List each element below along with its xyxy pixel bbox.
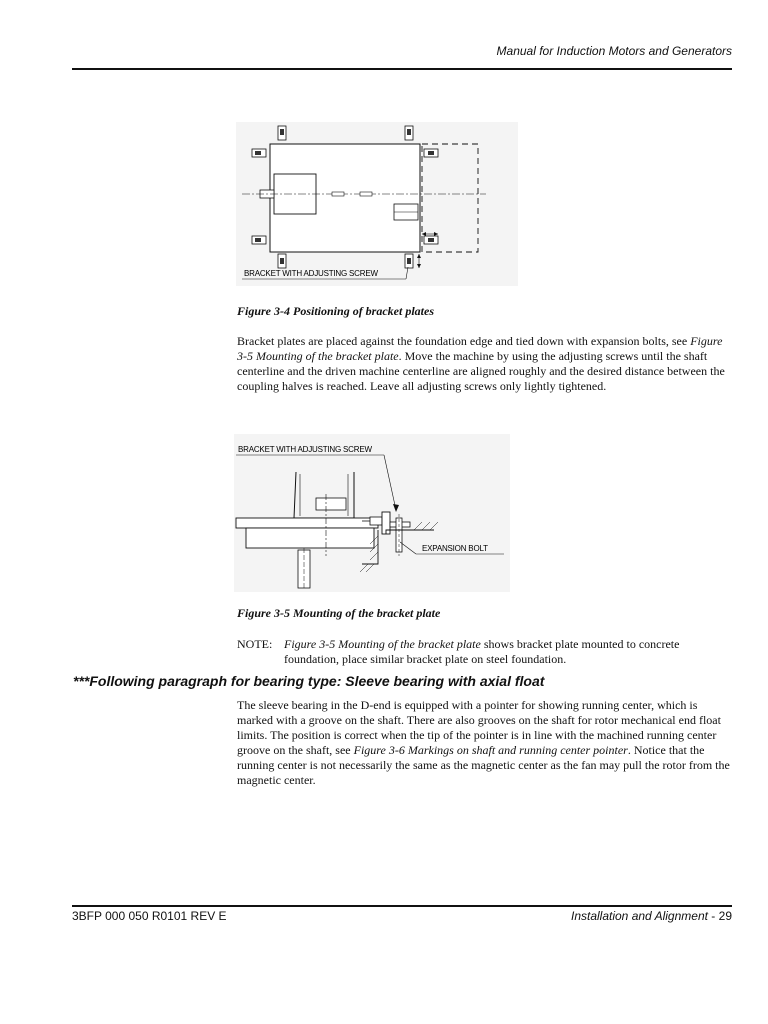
running-header: Manual for Induction Motors and Generators [496, 44, 732, 58]
header-rule [72, 68, 732, 70]
figure-3-4-drawing [236, 122, 518, 286]
note-body: shows bracket plate mounted to concrete foundation, place similar bracket plate on steel foundation. [284, 637, 680, 666]
figure-3-5-drawing [234, 434, 510, 592]
figure-3-5-label-bolt: EXPANSION BOLT [422, 544, 488, 553]
footer-rule [72, 905, 732, 907]
paragraph-text: Bracket plates are placed against the foundation edge and tied down with expansion bolts, see [237, 334, 691, 348]
note-label: NOTE: [237, 637, 273, 651]
note-text [284, 637, 730, 667]
figure-3-4-caption: Figure 3-4 Positioning of bracket plates [237, 304, 435, 318]
figure-reference-link[interactable]: Figure 3-5 Mounting of the bracket plate [237, 334, 723, 363]
paragraph-text: The sleeve bearing in the D-end is equipped with a pointer for showing running center, which is marked with a groove on the shaft. There are also grooves on the shaft for rotor mechanical end float limits. The position is correct when the tip of the pointer is in line with the machined running center groove on the shaft, see [237, 698, 721, 757]
paragraph-text: . Notice that the running center is not necessarily the same as the magnetic center as the fan may pull the rotor from the magnetic center. [237, 743, 730, 787]
paragraph-text: . Move the machine by using the adjusting screws until the shaft centerline and the driven machine centerline are aligned roughly and the desired distance between the coupling halves is reached. Leave all adjusting screws only lightly tightened. [237, 349, 725, 393]
footer-section-name: Installation and Alignment [570, 909, 708, 923]
section-heading: ***Following paragraph for bearing type: Sleeve bearing with axial float [73, 673, 545, 689]
footer-page-info [571, 909, 732, 923]
figure-reference-link[interactable]: Figure 3-6 Markings on shaft and running center pointer [353, 743, 628, 757]
footer-document-number: 3BFP 000 050 R0101 REV E [72, 909, 227, 923]
figure-3-4-label: BRACKET WITH ADJUSTING SCREW [244, 269, 378, 278]
paragraph-bracket-plates [237, 334, 731, 394]
figure-3-5-label-bracket: BRACKET WITH ADJUSTING SCREW [238, 445, 372, 454]
figure-3-5-caption: Figure 3-5 Mounting of the bracket plate [237, 606, 441, 620]
footer-separator: - [707, 909, 719, 923]
paragraph-sleeve-bearing [237, 698, 731, 788]
page-number: 29 [718, 909, 732, 923]
figure-reference-link[interactable]: Figure 3-5 Mounting of the bracket plate [284, 637, 481, 651]
